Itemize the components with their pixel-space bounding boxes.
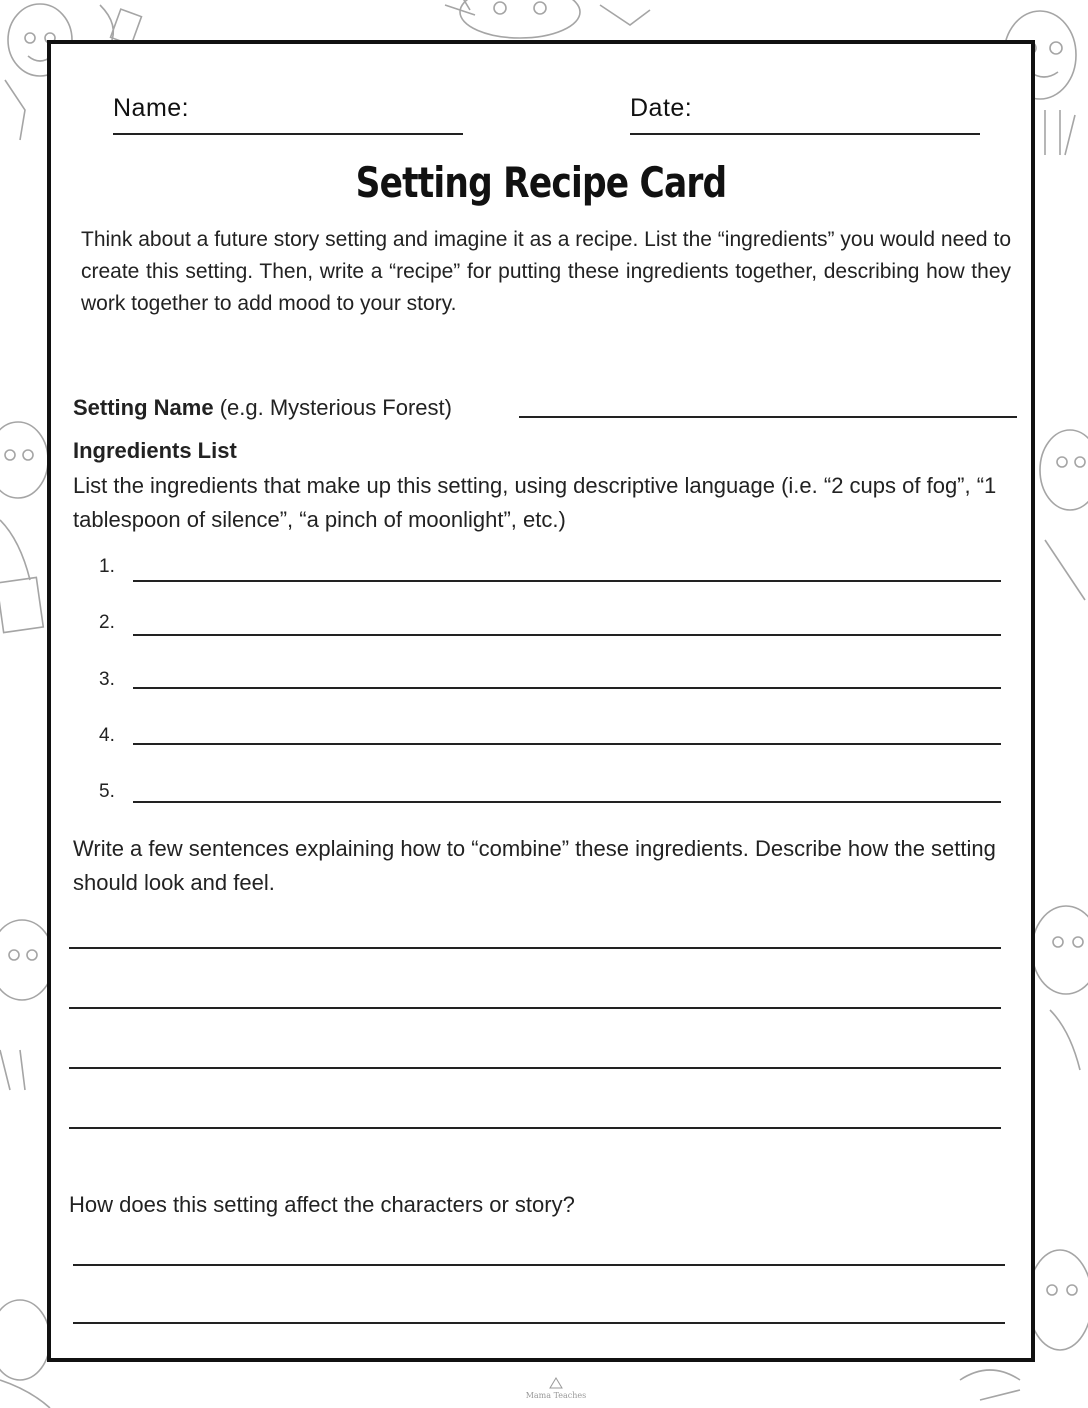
intro-paragraph: Think about a future story setting and imagine it as a recipe. List the “ingredients” you would need to create this setting. Then, write a “recipe” for putting these ingredients together, describing how they work together to add mood to your story. bbox=[81, 228, 1011, 315]
ingredient-number: 2. bbox=[99, 612, 115, 633]
date-field-line[interactable] bbox=[630, 133, 980, 135]
setting-name-bold: Setting Name bbox=[73, 395, 214, 420]
ingredient-line-5[interactable] bbox=[133, 801, 1001, 803]
logo-text: Mama Teaches bbox=[525, 1391, 587, 1400]
combine-line-3[interactable] bbox=[69, 1067, 1001, 1069]
setting-name-label bbox=[73, 391, 452, 425]
date-label: Date: bbox=[630, 94, 693, 122]
combine-line-2[interactable] bbox=[69, 1007, 1001, 1009]
combine-prompt: Write a few sentences explaining how to “combine” these ingredients. Describe how the setting should look and feel. bbox=[73, 836, 996, 895]
ingredient-number: 4. bbox=[99, 725, 115, 746]
worksheet-card bbox=[47, 40, 1035, 1362]
affect-line-1[interactable] bbox=[73, 1264, 1005, 1266]
ingredient-number: 3. bbox=[99, 669, 115, 690]
ingredient-line-1[interactable] bbox=[133, 580, 1001, 582]
logo-icon bbox=[525, 1376, 587, 1402]
name-label: Name: bbox=[113, 94, 190, 122]
ingredients-heading: Ingredients List bbox=[73, 438, 237, 463]
name-field-line[interactable] bbox=[113, 133, 463, 135]
ingredient-line-2[interactable] bbox=[133, 634, 1001, 636]
setting-name-hint: (e.g. Mysterious Forest) bbox=[213, 395, 452, 420]
combine-line-4[interactable] bbox=[69, 1127, 1001, 1129]
combine-line-1[interactable] bbox=[69, 947, 1001, 949]
publisher-logo bbox=[525, 1376, 587, 1405]
ingredients-instructions: List the ingredients that make up this setting, using descriptive language (i.e. “2 cups of fog”, “1 tablespoon of silence”, “a pinch of moonlight”, etc.) bbox=[73, 473, 997, 532]
affect-prompt: How does this setting affect the characters or story? bbox=[69, 1192, 575, 1217]
setting-name-field-line[interactable] bbox=[519, 416, 1017, 418]
affect-line-2[interactable] bbox=[73, 1322, 1005, 1324]
ingredient-number: 1. bbox=[99, 556, 115, 577]
ingredient-line-3[interactable] bbox=[133, 687, 1001, 689]
page-title: Setting Recipe Card bbox=[355, 158, 727, 207]
ingredient-number: 5. bbox=[99, 781, 115, 802]
ingredient-line-4[interactable] bbox=[133, 743, 1001, 745]
